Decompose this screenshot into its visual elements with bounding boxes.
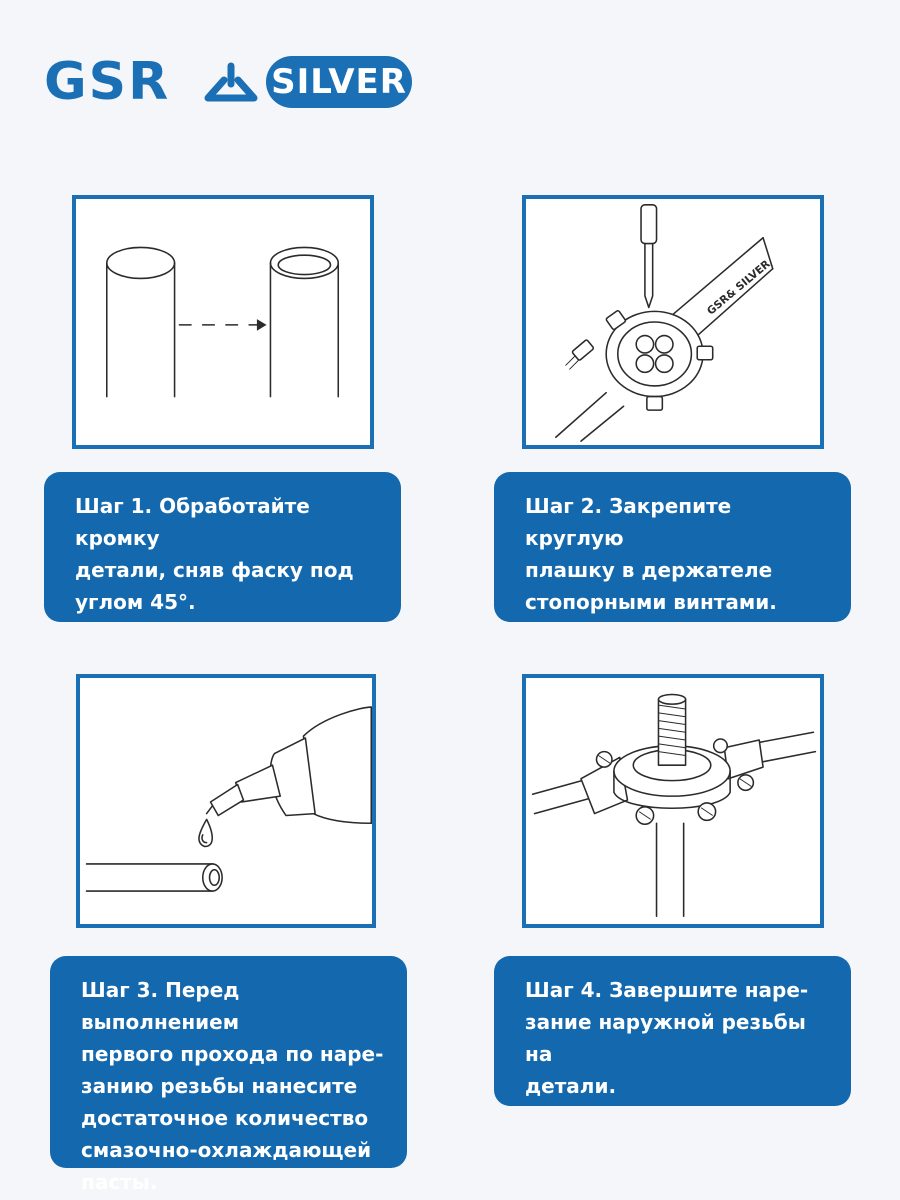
step-1-card (44, 472, 401, 622)
die-holder-drawing (526, 199, 820, 445)
step-1-illustration (72, 195, 374, 449)
step-2-illustration (522, 195, 824, 449)
step-3-text: Шаг 3. Перед выполнением первого прохода по наре- занию резьбы нанесите достаточное количество смазочно-охлаждающей пасты. (81, 978, 384, 1194)
step-1-text: Шаг 1. Обработайте кромку детали, сняв фаску под углом 45°. (75, 494, 354, 614)
lubricant-bottle-drawing (80, 678, 372, 924)
step-2-text: Шаг 2. Закрепите круглую плашку в держателе стопорными винтами. (525, 494, 777, 614)
threading-rod-drawing (526, 678, 820, 924)
brand-logo (44, 54, 414, 110)
logo-badge: SILVER (266, 56, 412, 108)
step-4-text: Шаг 4. Завершите нарe- зание наружной резьбы на детали. (525, 978, 809, 1098)
step-4-illustration (522, 674, 824, 928)
step-3-illustration (76, 674, 376, 928)
handle-label: GSR& SILVER (704, 257, 773, 318)
triangle-drop-icon (202, 62, 260, 104)
step-3-card (50, 956, 407, 1194)
step-4-card (494, 956, 851, 1106)
chamfered-rod-drawing (76, 199, 370, 445)
step-2-card (494, 472, 851, 622)
logo-text: GSR (44, 52, 171, 112)
